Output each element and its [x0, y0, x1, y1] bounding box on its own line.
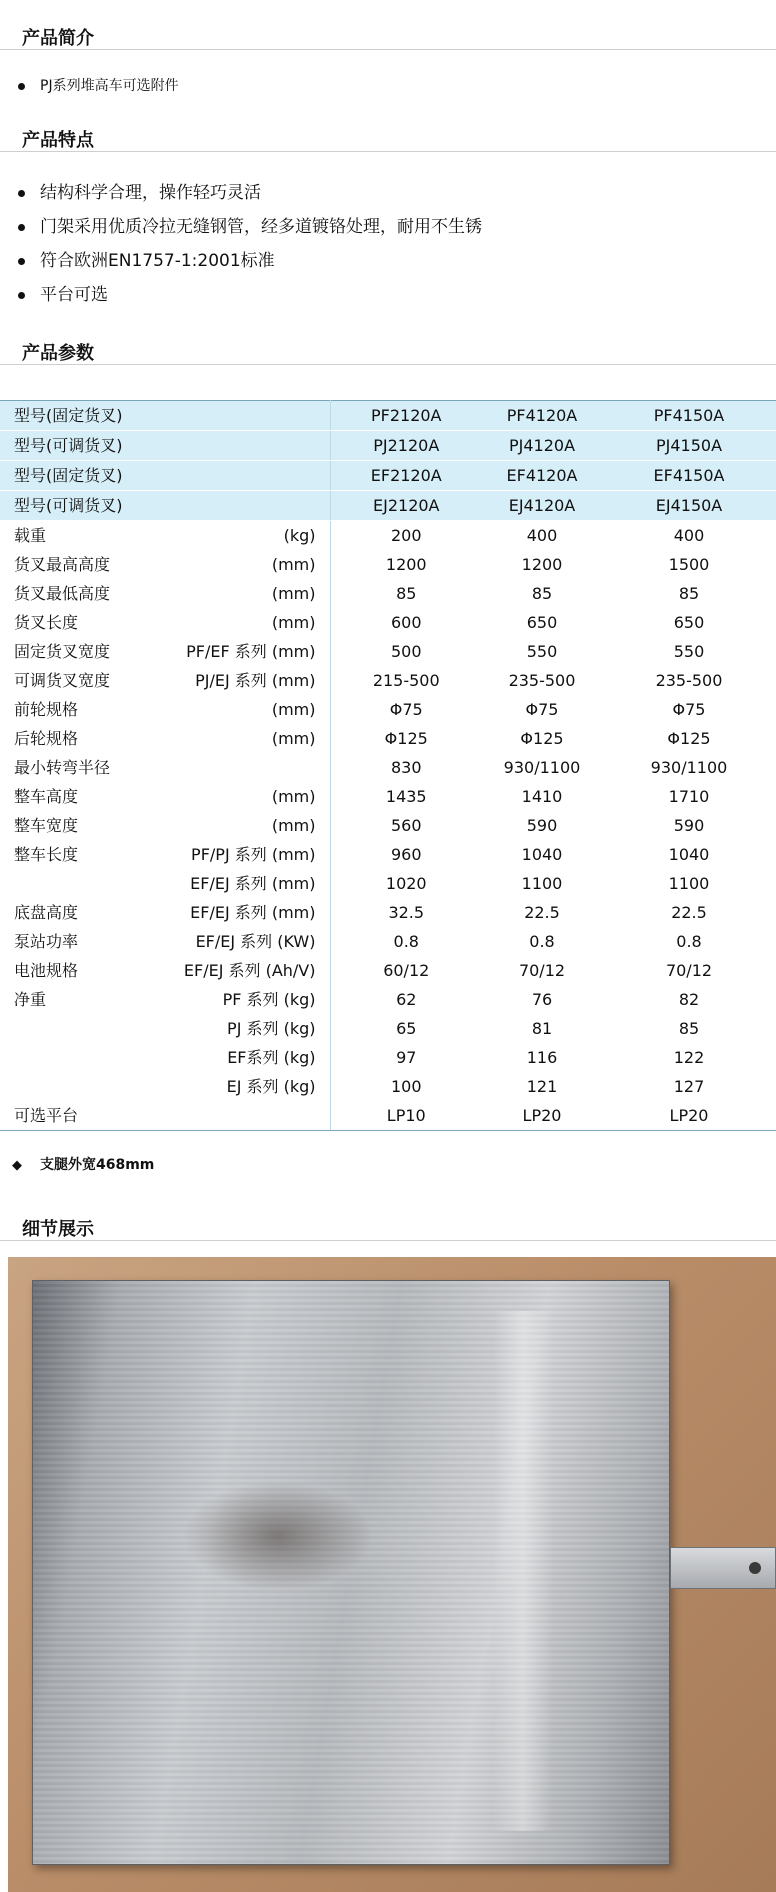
- spec-label: 整车长度: [14, 845, 79, 864]
- section-title-params: [0, 333, 776, 365]
- spec-row: [0, 521, 776, 551]
- spec-value-3: Φ75: [672, 700, 706, 719]
- spec-unit: (kg): [160, 521, 330, 551]
- spec-value-1: 560: [390, 816, 422, 835]
- spec-row: [0, 840, 776, 869]
- spec-label: 最小转弯半径: [14, 758, 111, 777]
- spec-value-2: PJ4120A: [482, 431, 602, 461]
- spec-value-2: 85: [531, 584, 553, 603]
- spec-row: [0, 753, 776, 782]
- feature-item: 平台可选: [12, 278, 482, 312]
- spec-value-1: Φ125: [384, 729, 428, 748]
- spec-value-2: 400: [526, 526, 558, 545]
- spec-value-1: 65: [396, 1019, 417, 1038]
- spec-label: [0, 869, 160, 898]
- spec-value-1: 500: [390, 642, 422, 661]
- spec-value-1: 600: [390, 613, 422, 632]
- spec-row: [0, 637, 776, 666]
- spec-label: [0, 1043, 160, 1072]
- spec-value-1: 97: [396, 1048, 417, 1067]
- spec-row: [0, 491, 776, 521]
- spec-value-3: LP20: [602, 1101, 776, 1131]
- section-title-intro: [0, 18, 776, 50]
- spec-unit: (mm): [160, 608, 330, 637]
- feature-item: 符合欧洲EN1757-1:2001标准: [12, 244, 482, 278]
- spec-row: [0, 985, 776, 1014]
- spec-value-2: 1040: [521, 845, 563, 864]
- spec-value-3: 650: [673, 613, 705, 632]
- spec-unit: (mm): [160, 782, 330, 811]
- spec-unit: EF系列 (kg): [160, 1043, 330, 1072]
- spec-row: [0, 956, 776, 985]
- spec-value-1: 0.8: [393, 932, 419, 951]
- spec-value-2: 81: [531, 1019, 553, 1038]
- leg-width-note: [12, 1154, 154, 1174]
- bracket-bolt-hole: [749, 1562, 761, 1574]
- spec-row: [0, 724, 776, 753]
- spec-value-2: EF4120A: [482, 461, 602, 491]
- spec-value-1: 32.5: [388, 903, 425, 922]
- spec-value-3: 85: [678, 584, 700, 603]
- section-title-features: [0, 120, 776, 152]
- spec-row: [0, 1101, 776, 1131]
- spec-value-1: 60/12: [383, 961, 430, 980]
- spec-value-1: 100: [390, 1077, 422, 1096]
- section-title-features-text: 产品特点: [22, 130, 94, 151]
- spec-label: 整车宽度: [14, 816, 79, 835]
- spec-label: 型号(固定货叉): [0, 401, 160, 431]
- spec-unit: EJ 系列 (kg): [160, 1072, 330, 1101]
- spec-value-2: 1100: [521, 874, 563, 893]
- section-title-details: [0, 1209, 776, 1241]
- spec-row: [0, 461, 776, 491]
- spec-value-3: 930/1100: [650, 758, 728, 777]
- spec-value-2: Φ125: [520, 729, 564, 748]
- spec-value-3: 1710: [668, 787, 710, 806]
- spec-label: 货叉最高高度: [14, 555, 111, 574]
- spec-label: 货叉最低高度: [14, 584, 111, 603]
- spec-value-1: 215-500: [372, 671, 440, 690]
- spec-label: 载重: [14, 526, 47, 545]
- spec-value-1: 200: [390, 526, 422, 545]
- feature-item: 门架采用优质冷拉无缝钢管，经多道镀铬处理，耐用不生锈: [12, 210, 482, 244]
- spec-row: [0, 579, 776, 608]
- spec-row: [0, 695, 776, 724]
- spec-unit: [160, 491, 330, 521]
- spec-value-3: 70/12: [665, 961, 713, 980]
- spec-value-3: 235-500: [655, 671, 723, 690]
- intro-item: PJ系列堆高车可选附件: [12, 76, 179, 96]
- spec-row: [0, 666, 776, 695]
- spec-unit: (mm): [160, 724, 330, 753]
- spec-value-1: 85: [396, 584, 417, 603]
- leg-width-note-text: 支腿外宽468mm: [40, 1157, 155, 1173]
- spec-row: [0, 1043, 776, 1072]
- spec-value-3: 82: [678, 990, 700, 1009]
- spec-unit: EF/EJ 系列 (Ah/V): [160, 956, 330, 985]
- spec-label: 后轮规格: [14, 729, 79, 748]
- spec-value-1: 830: [390, 758, 422, 777]
- spec-value-2: 590: [526, 816, 558, 835]
- spec-value-1: PJ2120A: [330, 431, 482, 461]
- spec-unit: [160, 461, 330, 491]
- spec-value-1: 1435: [385, 787, 427, 806]
- spec-label: 泵站功率: [14, 932, 79, 951]
- spec-unit: PF/PJ 系列 (mm): [160, 840, 330, 869]
- spec-unit: (mm): [160, 579, 330, 608]
- spec-label: [0, 1014, 160, 1043]
- spec-label: [0, 1072, 160, 1101]
- spec-value-1: EJ2120A: [330, 491, 482, 521]
- spec-value-2: 930/1100: [503, 758, 581, 777]
- spec-value-3: 590: [673, 816, 705, 835]
- spec-label: 货叉长度: [14, 613, 79, 632]
- spec-row: [0, 869, 776, 898]
- intro-list: [12, 76, 179, 96]
- spec-value-1: 960: [390, 845, 422, 864]
- spec-row: [0, 1072, 776, 1101]
- spec-value-2: 76: [531, 990, 553, 1009]
- spec-value-3: 400: [673, 526, 705, 545]
- section-title-details-text: 细节展示: [22, 1219, 94, 1240]
- spec-value-2: EJ4120A: [482, 491, 602, 521]
- spec-value-3: 1040: [668, 845, 710, 864]
- spec-row: [0, 1014, 776, 1043]
- spec-value-3: 127: [673, 1077, 705, 1096]
- spec-value-3: 0.8: [676, 932, 702, 951]
- spec-value-1: LP10: [330, 1101, 482, 1131]
- steel-platform-plate: [32, 1280, 670, 1865]
- spec-value-3: 85: [678, 1019, 700, 1038]
- spec-unit: (mm): [160, 811, 330, 840]
- spec-row: [0, 927, 776, 956]
- spec-label: 净重: [14, 990, 47, 1009]
- spec-value-3: EF4150A: [602, 461, 776, 491]
- spec-value-3: PF4150A: [602, 401, 776, 431]
- spec-value-2: 70/12: [518, 961, 566, 980]
- spec-value-1: 1200: [385, 555, 427, 574]
- spec-unit: [160, 401, 330, 431]
- spec-value-2: 0.8: [529, 932, 555, 951]
- spec-value-2: 235-500: [508, 671, 576, 690]
- spec-unit: [160, 431, 330, 461]
- spec-value-2: 550: [526, 642, 558, 661]
- spec-value-3: PJ4150A: [602, 431, 776, 461]
- spec-row: [0, 811, 776, 840]
- spec-label: 可选平台: [0, 1101, 160, 1131]
- spec-label: 型号(固定货叉): [0, 461, 160, 491]
- spec-unit: PF 系列 (kg): [160, 985, 330, 1014]
- section-title-params-text: 产品参数: [22, 343, 94, 364]
- spec-unit: EF/EJ 系列 (mm): [160, 869, 330, 898]
- spec-row: [0, 782, 776, 811]
- spec-value-3: 1500: [668, 555, 710, 574]
- spec-value-2: 1200: [521, 555, 563, 574]
- spec-value-3: 1100: [668, 874, 710, 893]
- spec-value-3: 550: [673, 642, 705, 661]
- spec-unit: [160, 753, 330, 782]
- spec-value-2: LP20: [482, 1101, 602, 1131]
- spec-value-3: 22.5: [671, 903, 707, 922]
- feature-list: [12, 176, 482, 312]
- spec-row: [0, 431, 776, 461]
- spec-value-2: 1410: [521, 787, 563, 806]
- spec-table: [0, 400, 776, 1131]
- spec-label: 固定货叉宽度: [14, 642, 111, 661]
- spec-value-3: Φ125: [667, 729, 711, 748]
- feature-item: 结构科学合理，操作轻巧灵活: [12, 176, 482, 210]
- spec-value-1: 62: [396, 990, 417, 1009]
- spec-unit: PF/EF 系列 (mm): [160, 637, 330, 666]
- spec-row: [0, 608, 776, 637]
- spec-value-2: 22.5: [524, 903, 560, 922]
- spec-unit: [160, 1101, 330, 1131]
- spec-value-2: 650: [526, 613, 558, 632]
- section-title-intro-text: 产品简介: [22, 28, 94, 49]
- platform-detail-photo: [8, 1257, 776, 1892]
- spec-unit: PJ/EJ 系列 (mm): [160, 666, 330, 695]
- plate-highlight: [493, 1311, 553, 1831]
- spec-unit: PJ 系列 (kg): [160, 1014, 330, 1043]
- spec-unit: (mm): [160, 550, 330, 579]
- spec-value-2: 116: [526, 1048, 558, 1067]
- spec-value-1: EF2120A: [330, 461, 482, 491]
- spec-label: 整车高度: [14, 787, 79, 806]
- spec-row: [0, 401, 776, 431]
- spec-table-body: [0, 401, 776, 1131]
- spec-value-1: Φ75: [389, 700, 423, 719]
- spec-label: 可调货叉宽度: [14, 671, 111, 690]
- spec-unit: (mm): [160, 695, 330, 724]
- spec-value-3: 122: [673, 1048, 705, 1067]
- spec-value-3: EJ4150A: [602, 491, 776, 521]
- spec-label: 底盘高度: [14, 903, 79, 922]
- spec-unit: EF/EJ 系列 (mm): [160, 898, 330, 927]
- spec-value-2: PF4120A: [482, 401, 602, 431]
- spec-value-2: Φ75: [525, 700, 559, 719]
- diamond-bullet-icon: ◆: [12, 1158, 22, 1173]
- spec-label: 型号(可调货叉): [0, 491, 160, 521]
- plate-reflection-shadow: [183, 1481, 373, 1591]
- spec-label: 电池规格: [14, 961, 79, 980]
- spec-row: [0, 550, 776, 579]
- spec-value-1: PF2120A: [330, 401, 482, 431]
- spec-label: 型号(可调货叉): [0, 431, 160, 461]
- spec-value-1: 1020: [385, 874, 427, 893]
- spec-unit: EF/EJ 系列 (KW): [160, 927, 330, 956]
- spec-row: [0, 898, 776, 927]
- spec-label: 前轮规格: [14, 700, 79, 719]
- spec-value-2: 121: [526, 1077, 558, 1096]
- mounting-bracket: [670, 1547, 776, 1589]
